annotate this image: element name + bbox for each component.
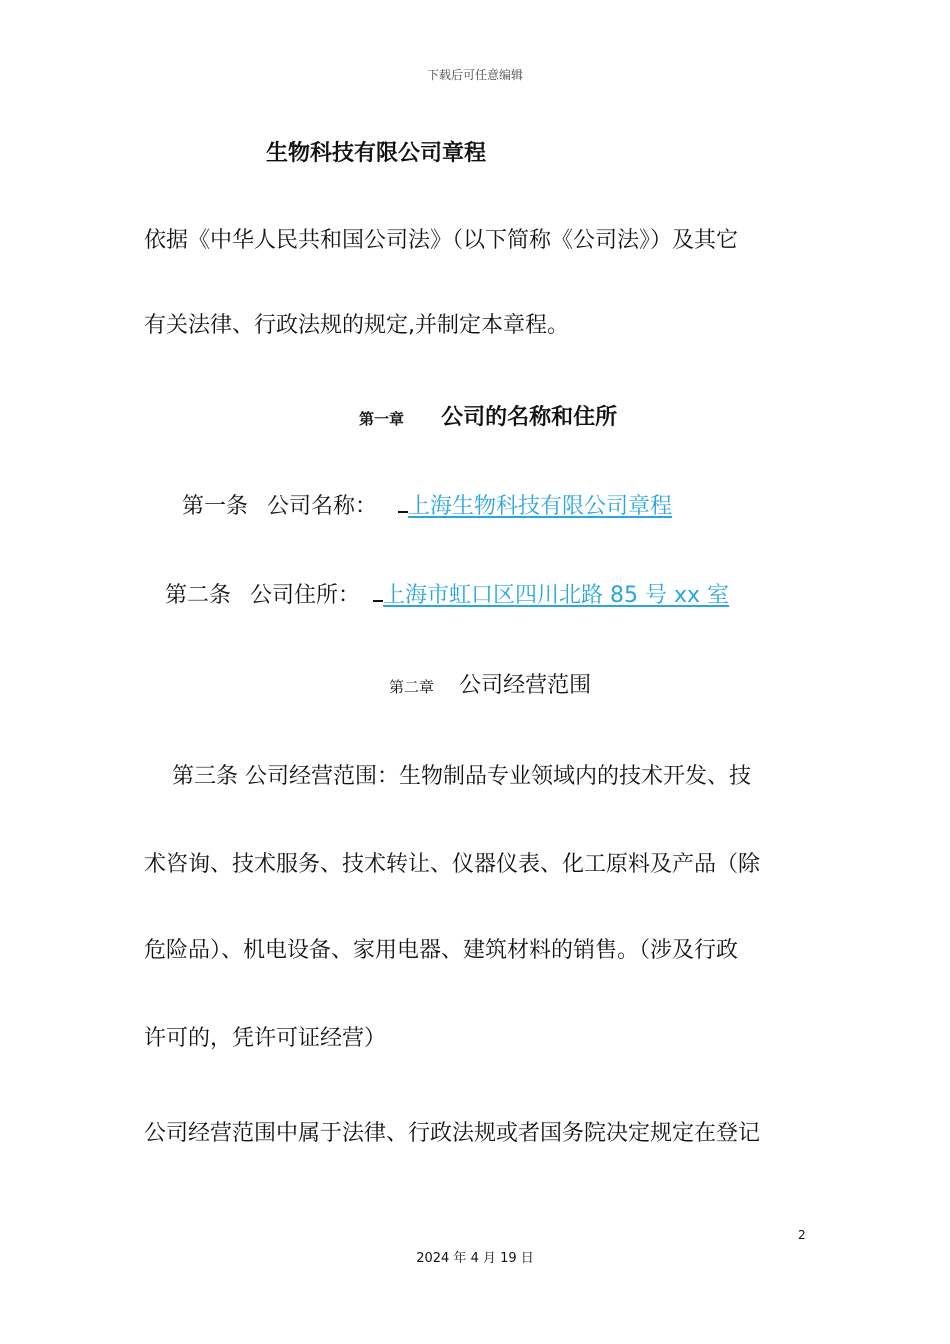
chapter-2-heading xyxy=(389,668,591,699)
article-3-line-4: 许可的，凭许可证经营） xyxy=(144,1026,387,1051)
chapter-1-title: 公司的名称和住所 xyxy=(441,405,618,430)
scope-paragraph-line-1: 公司经营范围中属于法律、行政法规或者国务院决定规定在登记 xyxy=(144,1121,761,1146)
article-1-blank xyxy=(398,489,408,513)
article-2-field: 公司住所： xyxy=(250,583,361,608)
company-address-link[interactable]: 上海市虹口区四川北路 85 号 xx 室 xyxy=(383,583,730,608)
chapter-1-heading xyxy=(359,400,617,431)
page-number: 2 xyxy=(798,1228,806,1242)
company-name-link[interactable]: 上海生物科技有限公司章程 xyxy=(408,494,673,519)
page-header-note: 下载后可任意编辑 xyxy=(426,68,523,82)
chapter-1-label: 第一章 xyxy=(359,410,405,428)
article-2 xyxy=(165,578,729,611)
article-3-line-1: 第三条 公司经营范围：生物制品专业领域内的技术开发、技 xyxy=(172,764,751,789)
chapter-2-title: 公司经营范围 xyxy=(459,673,592,698)
article-1-label: 第一条 xyxy=(182,494,249,519)
article-2-blank xyxy=(373,578,383,602)
article-3-line-2: 术咨询、技术服务、技术转让、仪器仪表、化工原料及产品（除 xyxy=(144,852,761,877)
document-title: 生物科技有限公司章程 xyxy=(266,141,487,166)
chapter-2-label: 第二章 xyxy=(389,678,435,696)
article-2-label: 第二条 xyxy=(165,583,232,608)
article-3-line-3: 危险品）、机电设备、家用电器、建筑材料的销售。（涉及行政 xyxy=(144,938,739,963)
page-date: 2024 年 4 月 19 日 xyxy=(416,1251,534,1266)
article-1 xyxy=(182,489,672,522)
article-1-field: 公司名称： xyxy=(267,494,378,519)
preamble-line-1: 依据《中华人民共和国公司法》（以下简称《公司法》）及其它 xyxy=(144,228,739,253)
preamble-line-2: 有关法律、行政法规的规定,并制定本章程。 xyxy=(144,313,569,338)
